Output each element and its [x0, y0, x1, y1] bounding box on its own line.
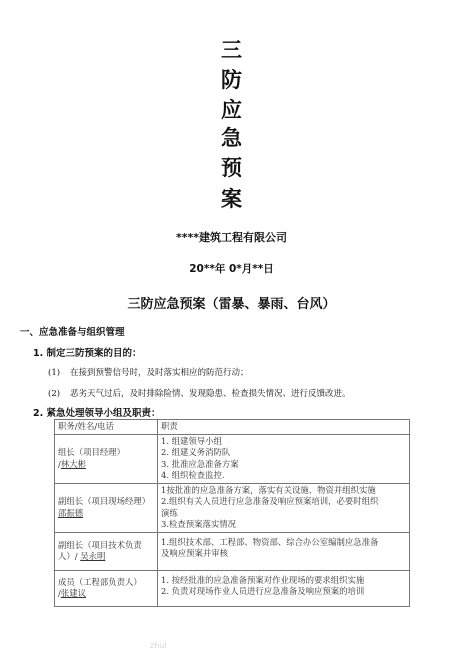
role-title: 副组长（项目技术负责人）: [58, 539, 142, 561]
duties-cell: [158, 570, 410, 606]
cover-title-char-1: 三: [221, 38, 242, 62]
duty-line: 2. 组建义务消防队: [161, 447, 231, 457]
purpose-point-1: [48, 366, 249, 378]
table-row: [55, 483, 410, 532]
document-heading: 三防应急预案（雷暴、暴雨、台风）: [127, 297, 336, 312]
point-text: 恶劣天气过后，及时排除险情、发现隐患、检查损失情况、进行反馈改进。: [70, 389, 351, 399]
duty-line: 2.组织有关人员进行应急准备及响应预案培训，必要时组织: [161, 496, 379, 506]
cover-title-char-2: 防: [221, 68, 242, 92]
point-number: (2): [48, 389, 61, 399]
point-number: (1): [48, 368, 61, 378]
company-name: ****建筑工程有限公司: [175, 231, 287, 244]
cover-title-char-5: 预: [221, 156, 242, 180]
role-title: 组长（项目经理）: [58, 447, 125, 457]
role-sep: /: [74, 551, 81, 561]
document-date: 20**年 0*月**日: [189, 263, 274, 275]
table-header-row: [55, 420, 410, 435]
cover-title-char-3: 应: [221, 98, 242, 122]
duty-line: 及响应预案并审核: [161, 548, 228, 558]
role-title: 副组长（项目现场经理）: [58, 496, 151, 506]
table-header-cell: 职责: [158, 420, 410, 435]
duty-line: 3.检查预案落实情况: [161, 519, 236, 529]
role-cell: [55, 483, 158, 532]
role-sep: /: [58, 458, 61, 469]
person-name: 吴永明: [80, 551, 106, 561]
role-title: 成员（工程部负责人）: [58, 576, 142, 587]
duty-line: 4. 组织检查监控.: [161, 470, 225, 480]
role-cell: [55, 532, 158, 570]
watermark: zhul: [150, 641, 167, 650]
duties-cell: [158, 434, 410, 483]
role-cell: [55, 434, 158, 483]
person-name: 张建议: [60, 588, 86, 598]
person-name: 邵振德: [58, 507, 84, 518]
duty-line: 1按批准的应急准备方案，落实有关设施、物资并组织实施: [161, 484, 376, 495]
table-row: [55, 532, 410, 570]
duty-line: 1.组织技术部、工程部、物资部、综合办公室编制应急准备: [161, 536, 379, 547]
duty-line: 3. 批准应急准备方案: [161, 458, 239, 469]
table-row: [55, 570, 410, 606]
duty-line: 演练: [161, 507, 178, 518]
section-heading-1: 一、应急准备与组织管理: [20, 327, 125, 338]
duties-cell: [158, 483, 410, 532]
role-cell: [55, 570, 158, 606]
duty-line: 1. 按经批准的应急准备预案对作业现场的要求组织实施: [161, 574, 365, 585]
purpose-point-2: [48, 387, 351, 399]
item-heading-2: 2. 紧急处理领导小组及职责：: [33, 408, 161, 419]
responsibility-table: [54, 419, 410, 607]
table-row: [55, 434, 410, 483]
person-name: 林大彬: [60, 458, 86, 469]
duty-line: 1. 组建领导小组: [161, 435, 222, 446]
cover-title-char-4: 急: [221, 126, 242, 150]
point-text: 在接到预警信号时，及时落实相应的防范行动；: [70, 368, 249, 378]
duties-cell: [158, 532, 410, 570]
role-sep: /: [58, 588, 61, 598]
duty-line: 2. 负责对现场作业人员进行应急准备及响应预案的培训: [161, 586, 365, 596]
cover-title-char-6: 案: [221, 187, 242, 211]
table-header-cell: 职务/姓名/电话: [55, 420, 158, 435]
item-heading-1: 1. 制定三防预案的目的：: [33, 348, 142, 359]
